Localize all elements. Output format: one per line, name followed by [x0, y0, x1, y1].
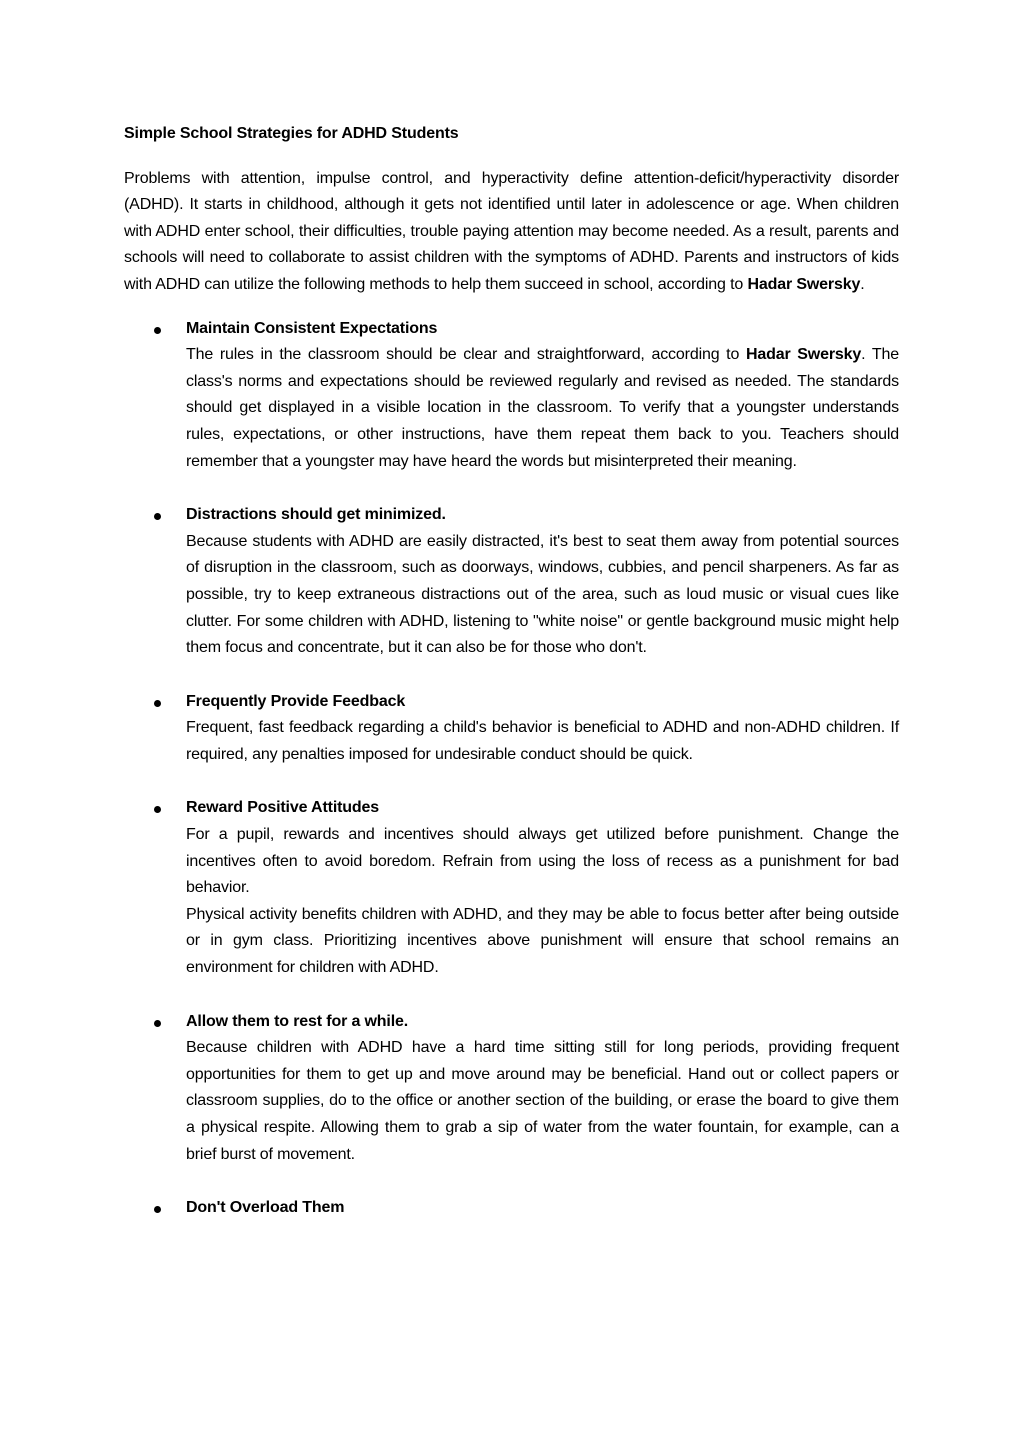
strategy-body: Because students with ADHD are easily distracted, it's best to seat them away from potential sources of disruption in the classroom, such as doorways, windows, cubbies, and pencil sharpeners. As far as possible, try to keep extraneous distractions out of the area, such as loud music or visual cues like clutter. For some children with ADHD, listening to "white noise" or gentle background music might help them focus and concentrate, but it can also be for those who don't.	[186, 532, 899, 657]
document-title: Simple School Strategies for ADHD Students	[124, 125, 459, 142]
intro-text: Problems with attention, impulse control, and hyperactivity define attention-deficit/hyperactivity disorder (ADHD). It starts in childhood, although it gets not identified until later in adolescence or age. When children with ADHD enter school, their difficulties, trouble paying attention may become needed. As a result, parents and schools will need to collaborate to assist children with the symptoms of ADHD. Parents and instructors of kids with ADHD can utilize the following methods to help them succeed in school, according to	[124, 169, 899, 293]
strategy-item	[124, 795, 899, 981]
strategy-list	[124, 316, 899, 1222]
intro-end: .	[860, 275, 865, 293]
strategy-body-lead: The rules in the classroom should be clear and straightforward, according to	[186, 346, 746, 364]
strategy-body: Because children with ADHD have a hard time sitting still for long periods, providing frequent opportunities for them to get up and move around may be beneficial. Hand out or collect papers or classroom supplies, do to the office or another section of the building, or erase the board to give them a physical respite. Allowing them to grab a sip of water from the water fountain, for example, can a brief burst of movement.	[186, 1039, 899, 1163]
strategy-heading: Frequently Provide Feedback	[186, 692, 406, 710]
strategy-heading: Don't Overload Them	[186, 1199, 345, 1217]
bullet-icon	[154, 806, 161, 813]
strategy-body-second: Physical activity benefits children with ADHD, and they may be able to focus better after being outside or in gym class. Prioritizing incentives above punishment will ensure that school remains an environment for children with ADHD.	[186, 905, 899, 977]
strategy-item	[124, 1009, 899, 1169]
strategy-item	[124, 502, 899, 662]
intro-paragraph	[124, 166, 899, 299]
strategy-item	[124, 1195, 899, 1222]
strategy-author-name: Hadar Swersky	[745, 346, 862, 364]
strategy-heading: Maintain Consistent Expectations	[186, 319, 438, 337]
strategy-heading: Allow them to rest for a while.	[186, 1012, 409, 1030]
strategy-item	[124, 316, 899, 476]
strategy-body: Frequent, fast feedback regarding a child's behavior is beneficial to ADHD and non-ADHD children. If required, any penalties imposed for undesirable conduct should be quick.	[186, 719, 899, 763]
strategy-body: For a pupil, rewards and incentives should always get utilized before punishment. Change the incentives often to avoid boredom. Refrain from using the loss of recess as a punishment for bad behavior.	[186, 826, 899, 897]
bullet-icon	[154, 1020, 161, 1027]
strategy-body	[186, 342, 899, 475]
intro-author-name: Hadar Swersky	[747, 275, 861, 293]
bullet-icon	[154, 327, 161, 334]
bullet-icon	[154, 1206, 161, 1213]
strategy-heading: Distractions should get minimized.	[186, 506, 446, 524]
strategy-heading: Reward Positive Attitudes	[186, 799, 380, 817]
strategy-item	[124, 689, 899, 769]
strategy-body-rest: . The class's norms and expectations should be reviewed regularly and revised as needed. The standards should get displayed in a visible location in the classroom. To verify that a youngster understands rules, expectations, or other instructions, have them repeat them back to you. Teachers should remember that a youngster may have heard the words but misinterpreted their meaning.	[186, 346, 899, 470]
bullet-icon	[154, 513, 161, 520]
document-page	[124, 121, 899, 1249]
bullet-icon	[154, 700, 161, 707]
